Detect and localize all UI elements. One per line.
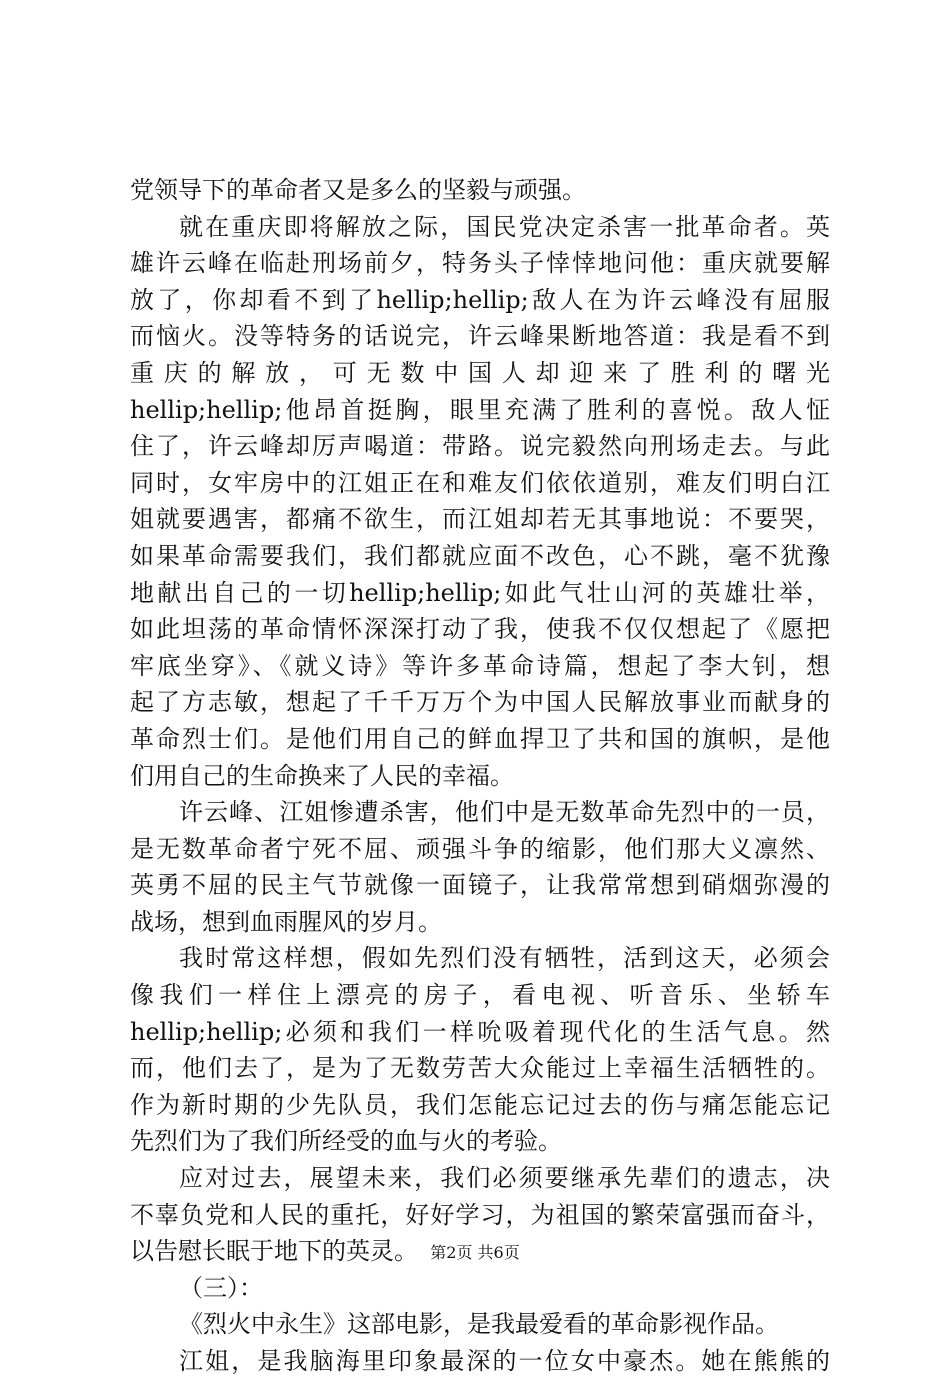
text-line: 姐就要遇害，都痛不欲生，而江姐却若无其事地说：不要哭， [130, 505, 830, 534]
page-footer [0, 1243, 950, 1263]
text-line: 作为新时期的少先队员，我们怎能忘记过去的伤与痛怎能忘记 [130, 1090, 830, 1119]
text-line: 起了方志敏，想起了千千万万个为中国人民解放事业而献身的 [130, 688, 830, 717]
text-line: 而，他们去了，是为了无数劳苦大众能过上幸福生活牺牲的。 [130, 1054, 830, 1083]
text-line: 住了，许云峰却厉声喝道：带路。说完毅然向刑场走去。与此 [130, 432, 830, 461]
text-line: 牢底坐穿》、《就义诗》等许多革命诗篇，想起了李大钊，想 [130, 651, 830, 680]
text-line: 我时常这样想，假如先烈们没有牺牲，活到这天，必须会 [179, 944, 830, 973]
text-line: 地献出自己的一切hellip;hellip;如此气壮山河的英雄壮举， [130, 578, 830, 607]
text-line: 同时，女牢房中的江姐正在和难友们依依道别，难友们明白江 [130, 468, 830, 497]
document-body [130, 172, 830, 1380]
text-line: 江姐，是我脑海里印象最深的一位女中豪杰。她在熊熊的 [179, 1347, 830, 1375]
text-line: 先烈们为了我们所经受的血与火的考验。 [130, 1127, 562, 1156]
text-line: 如此坦荡的革命情怀深深打动了我，使我不仅仅想起了《愿把 [130, 615, 830, 644]
text-line: 重 庆 的 解 放 ， 可 无 数 中 国 人 却 迎 来 了 胜 利 的 曙 光 [130, 358, 830, 387]
page-number: 第2页 共6页 [430, 1243, 520, 1262]
text-line: 放了，你却看不到了hellip;hellip;敌人在为许云峰没有屈服 [130, 285, 830, 314]
text-line: hellip;hellip;必须和我们一样吮吸着现代化的生活气息。然 [130, 1017, 830, 1046]
section-heading: （三）： [179, 1273, 263, 1302]
text-line: 《烈火中永生》这部电影，是我最爱看的革命影视作品。 [179, 1310, 779, 1339]
text-line: 雄许云峰在临赴刑场前夕，特务头子悻悻地问他：重庆就要解 [130, 249, 830, 278]
text-line: 革命烈士们。是他们用自己的鲜血捍卫了共和国的旗帜，是他 [130, 724, 830, 753]
text-line: hellip;hellip;他昂首挺胸，眼里充满了胜利的喜悦。敌人怔 [130, 395, 830, 424]
text-line: 不辜负党和人民的重托，好好学习，为祖国的繁荣富强而奋斗， [130, 1200, 830, 1229]
text-line: 如果革命需要我们，我们都就应面不改色，心不跳，毫不犹豫 [130, 541, 830, 570]
text-line: 英勇不屈的民主气节就像一面镜子，让我常常想到硝烟弥漫的 [130, 871, 830, 900]
text-line: 就在重庆即将解放之际，国民党决定杀害一批革命者。英 [179, 212, 830, 241]
text-line: 而恼火。没等特务的话说完，许云峰果断地答道：我是看不到 [130, 322, 830, 351]
text-line: 以告慰长眠于地下的英灵。 [130, 1237, 418, 1266]
text-line: 战场，想到血雨腥风的岁月。 [130, 907, 442, 936]
text-line: 党领导下的革命者又是多么的坚毅与顽强。 [130, 176, 586, 204]
text-line: 们用自己的生命换来了人民的幸福。 [130, 761, 514, 790]
text-line: 是无数革命者宁死不屈、顽强斗争的缩影，他们那大义凛然、 [130, 834, 830, 863]
text-line: 像我们一样住上漂亮的房子，看电视、听音乐、坐轿车 [130, 981, 830, 1010]
text-line: 许云峰、江姐惨遭杀害，他们中是无数革命先烈中的一员， [179, 798, 830, 827]
text-line: 应对过去，展望未来，我们必须要继承先辈们的遗志，决 [179, 1164, 830, 1193]
